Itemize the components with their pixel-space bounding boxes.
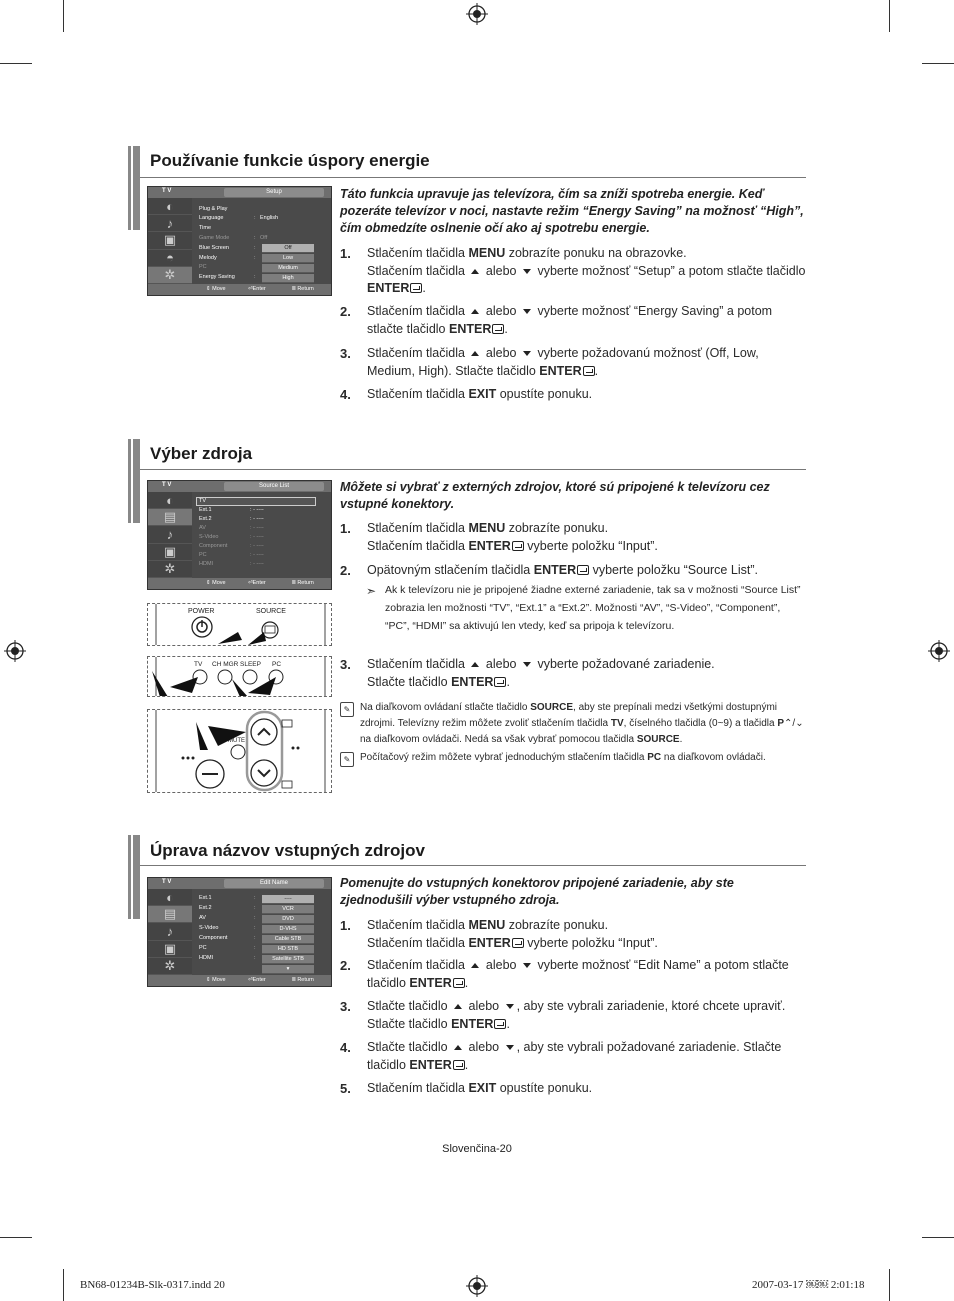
step-item: 4. Stlačením tlačidla EXIT opustíte ponuku. xyxy=(340,387,593,402)
crop-mark xyxy=(889,0,890,32)
registration-mark-icon xyxy=(928,640,950,662)
input-menu-icon: ▤ xyxy=(148,509,192,526)
step-item: 3. Stlačením tlačidla alebo vyberte požadovanú možnosť (Off, Low, Medium, High). Stlačte tlačidlo ENTER . xyxy=(340,346,759,378)
setup-menu-icon: ✲ xyxy=(148,561,192,578)
setup-menu-icon: ✲ xyxy=(148,958,192,975)
remote-power-source xyxy=(147,603,332,646)
section-title-edit-name: Úprava názvov vstupných zdrojov xyxy=(150,841,425,860)
section-intro: Pomenujte do vstupných konektorov pripojené zariadenie, aby ste zjednodušili výber vstupného zdroja. xyxy=(340,876,734,907)
step-item: 4. Stlačte tlačidlo alebo , aby ste vybrali požadované zariadenie. Stlačte tlačidlo ENTER . xyxy=(340,1040,782,1072)
page-number: Slovenčina-20 xyxy=(442,1143,512,1155)
svg-text:POWER: POWER xyxy=(188,608,215,615)
memo-icon: ✎ xyxy=(340,752,354,767)
crop-mark xyxy=(63,1269,64,1301)
memo-icon: ✎ xyxy=(340,702,354,717)
section-bar xyxy=(128,439,140,523)
svg-text:CH MGR: CH MGR xyxy=(212,661,239,668)
channel-menu-icon: ▣ xyxy=(148,232,192,249)
osd-edit-name: T V Edit Name ◐ ▤ ♪ ▣ ✲ Ext.1 Ext.2 AV S-Video Component PC HDMI : : : : : : : ---- VCR DVD D-VHS Cable STB HD STB Satellite STB ▾ ⇕ Move ⏎Enter Ⅲ Return xyxy=(147,877,332,987)
crop-mark xyxy=(63,0,64,32)
svg-text:PC: PC xyxy=(272,661,282,668)
step-item: 1. Stlačením tlačidla MENU zobrazíte ponuku. Stlačením tlačidla ENTER vyberte položku “Input”. xyxy=(340,521,658,553)
step-item: 2. Stlačením tlačidla alebo vyberte možnosť “Edit Name” a potom stlačte tlačidlo ENTER . xyxy=(340,958,789,990)
file-slug: BN68-01234B-Slk-0317.indd 20 xyxy=(80,1279,225,1291)
channel-menu-icon: ▣ xyxy=(148,941,192,958)
picture-menu-icon: ◐ xyxy=(148,889,192,906)
remote-tv-pc xyxy=(147,656,332,697)
input-menu-icon: ◓ xyxy=(148,250,192,267)
section-rule xyxy=(140,865,806,866)
step-item: 5. Stlačením tlačidla EXIT opustíte ponuku. xyxy=(340,1081,593,1096)
step-item: 1. Stlačením tlačidla MENU zobrazíte ponuku. Stlačením tlačidla ENTER vyberte položku “Input”. xyxy=(340,918,658,950)
sound-menu-icon: ♪ xyxy=(148,215,192,232)
registration-mark-icon xyxy=(4,640,26,662)
section-title-energy: Používanie funkcie úspory energie xyxy=(150,151,430,170)
crop-mark xyxy=(922,63,954,64)
memo-source-button: ✎ Na diaľkovom ovládaní stlačte tlačidlo SOURCE, aby ste prepínali medzi všetkými dostupnými zdrojmi. Televízny režim môžete zvoliť stlačením tlačidla TV, číselného tlačidla (0~9) a tlačidla P⌃/⌄ na diaľkovom ovládači. Nedá sa však vybrať pomocou tlačidla SOURCE. xyxy=(340,700,806,748)
svg-text:MUTE: MUTE xyxy=(228,738,245,744)
crop-mark xyxy=(889,1269,890,1301)
osd-setup-menu: T V Setup ◐ ♪ ▣ ◓ ✲ Plug & Play Language Time Game Mode Blue Screen Melody PC Energy Saving : English : Off : : : Off Low Medium High ⇕ Move ⏎Enter Ⅲ Return xyxy=(147,186,332,296)
crop-mark xyxy=(0,1237,32,1238)
section-intro: Táto funkcia upravuje jas televízora, čím sa zníži spotreba energie. Keď pozeráte televízor v noci, nastavte režim “Energy Saving” na možnosť “High”, čím obmedzíte oslnenie očí ako aj spotrebu energie. xyxy=(340,187,804,235)
picture-menu-icon: ◐ xyxy=(148,492,192,509)
section-rule xyxy=(140,469,806,470)
note-arrow-icon: ➣ xyxy=(366,584,377,598)
osd-source-list: T V Source List ◐ ▤ ♪ ▣ ✲ TV Ext.1 Ext.2 AV S-Video Component PC HDMI : - ---- : - ---- : - ---- : - ---- : - ---- : - ---- : - ---- ⇕ Move ⏎Enter Ⅲ Return xyxy=(147,480,332,590)
step-item: 3. Stlačte tlačidlo alebo , aby ste vybrali zariadenie, ktoré chcete upraviť. Stlačte tlačidlo ENTER . xyxy=(340,999,786,1031)
svg-text:SOURCE: SOURCE xyxy=(256,608,286,615)
registration-mark-icon xyxy=(466,1275,488,1297)
section-title-source: Výber zdroja xyxy=(150,444,253,463)
registration-mark-icon xyxy=(466,3,488,25)
section-rule xyxy=(140,177,806,178)
picture-menu-icon: ◐ xyxy=(148,198,192,215)
crop-mark xyxy=(0,63,32,64)
svg-text:TV: TV xyxy=(194,661,203,668)
setup-menu-icon: ✲ xyxy=(148,267,192,284)
remote-channel xyxy=(147,709,332,793)
section-bar xyxy=(128,835,140,919)
input-menu-icon: ▤ xyxy=(148,906,192,923)
section-intro: Môžete si vybrať z externých zdrojov, ktoré sú pripojené k televízoru cez vstupné konektory. xyxy=(340,480,770,511)
sound-menu-icon: ♪ xyxy=(148,923,192,940)
channel-menu-icon: ▣ xyxy=(148,544,192,561)
section-bar xyxy=(128,146,140,230)
step-item: 3. Stlačením tlačidla alebo vyberte požadované zariadenie. Stlačte tlačidlo ENTER . xyxy=(340,657,715,689)
svg-text:SLEEP: SLEEP xyxy=(240,661,261,668)
note-source-list: ➣ Ak k televízoru nie je pripojené žiadne externé zariadenie, tak sa v možnosti “Source List” zobrazia len možnosti “TV”, “Ext.1” a “Ext.2”. Možnosti “AV”, “S-Video”, “Component”, “PC”, “HDMI” sa aktivujú len vtedy, keď sa pripoja k televízoru. xyxy=(366,584,801,632)
memo-pc-button: ✎ Počítačový režim môžete vybrať jednoduchým stlačením tlačidla PC na diaľkovom ovládači. xyxy=(340,750,806,766)
date-slug: 2007-03-17 ￼￼ 2:01:18 xyxy=(752,1279,865,1291)
step-item: 2. Opätovným stlačením tlačidla ENTER vyberte položku “Source List”. xyxy=(340,563,758,578)
crop-mark xyxy=(922,1237,954,1238)
step-item: 1. Stlačením tlačidla MENU zobrazíte ponuku na obrazovke. Stlačením tlačidla alebo vyberte možnosť “Setup” a potom stlačte tlačidlo ENTER . xyxy=(340,246,806,295)
sound-menu-icon: ♪ xyxy=(148,526,192,543)
step-item: 2. Stlačením tlačidla alebo vyberte možnosť “Energy Saving” a potom stlačte tlačidlo ENTER . xyxy=(340,304,773,336)
